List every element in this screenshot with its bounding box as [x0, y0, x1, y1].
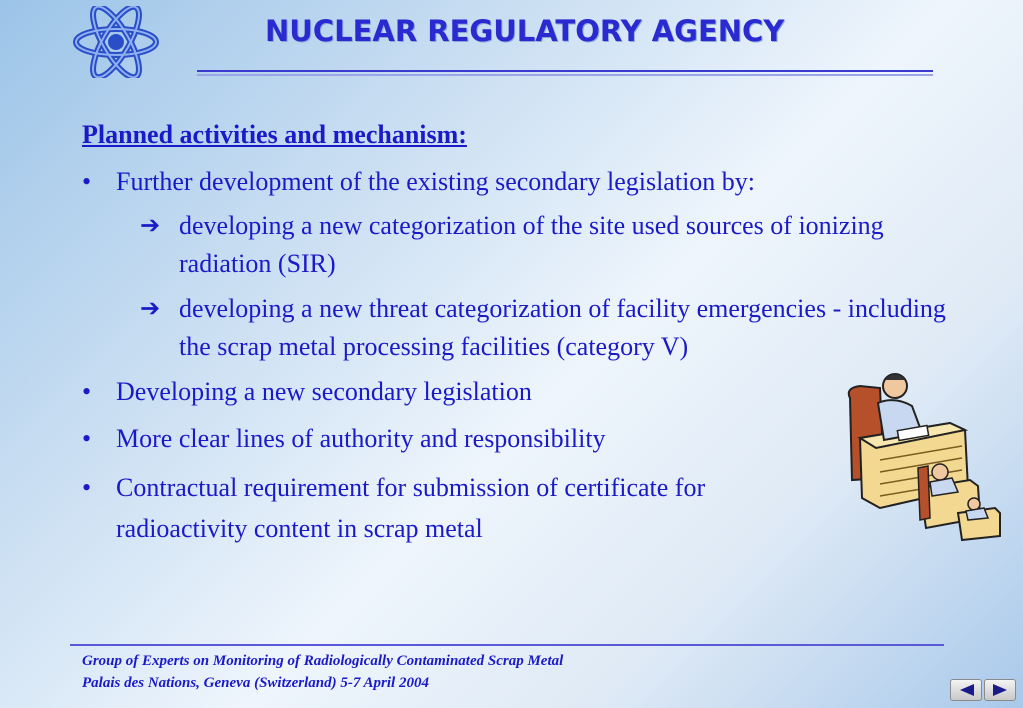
agency-title: NUCLEAR REGULATORY AGENCY [265, 14, 785, 48]
bullet-text: More clear lines of authority and responsibility [116, 424, 606, 453]
bullet-dot: • [82, 377, 92, 406]
bullet-dot: • [82, 424, 92, 453]
sub-item-text: developing a new threat categorization of facility emergencies - including the scrap metal processing facilities (category V) [179, 294, 946, 361]
footer-line-2: Palais des Nations, Geneva (Switzerland) 5-7 April 2004 [82, 675, 429, 691]
sub-item-text: developing a new categorization of the site used sources of ionizing radiation (SIR) [179, 211, 884, 278]
bullet-text: Further development of the existing secondary legislation by: [116, 167, 756, 196]
prev-slide-button[interactable] [950, 679, 982, 701]
bullet-dot: • [82, 473, 92, 502]
bullet-text-line2: radioactivity content in scrap metal [116, 514, 483, 543]
slide-navigation [950, 679, 1016, 701]
section-heading: Planned activities and mechanism: [82, 120, 467, 149]
next-slide-button[interactable] [984, 679, 1016, 701]
officials-at-desks-clipart [840, 368, 1005, 543]
arrow-right-icon: ➔ [140, 213, 161, 239]
bullet-dot: • [82, 167, 92, 196]
bullet-text-line1: Contractual requirement for submission of certificate for [116, 473, 706, 502]
atom-logo-icon [68, 6, 164, 78]
prev-arrow-icon [958, 683, 975, 697]
arrow-right-icon: ➔ [140, 296, 161, 322]
title-divider [197, 70, 933, 77]
footer-line-1: Group of Experts on Monitoring of Radiologically Contaminated Scrap Metal [82, 653, 564, 669]
bullet-text: Developing a new secondary legislation [116, 377, 532, 406]
footer-divider [70, 644, 944, 646]
next-arrow-icon [992, 683, 1009, 697]
